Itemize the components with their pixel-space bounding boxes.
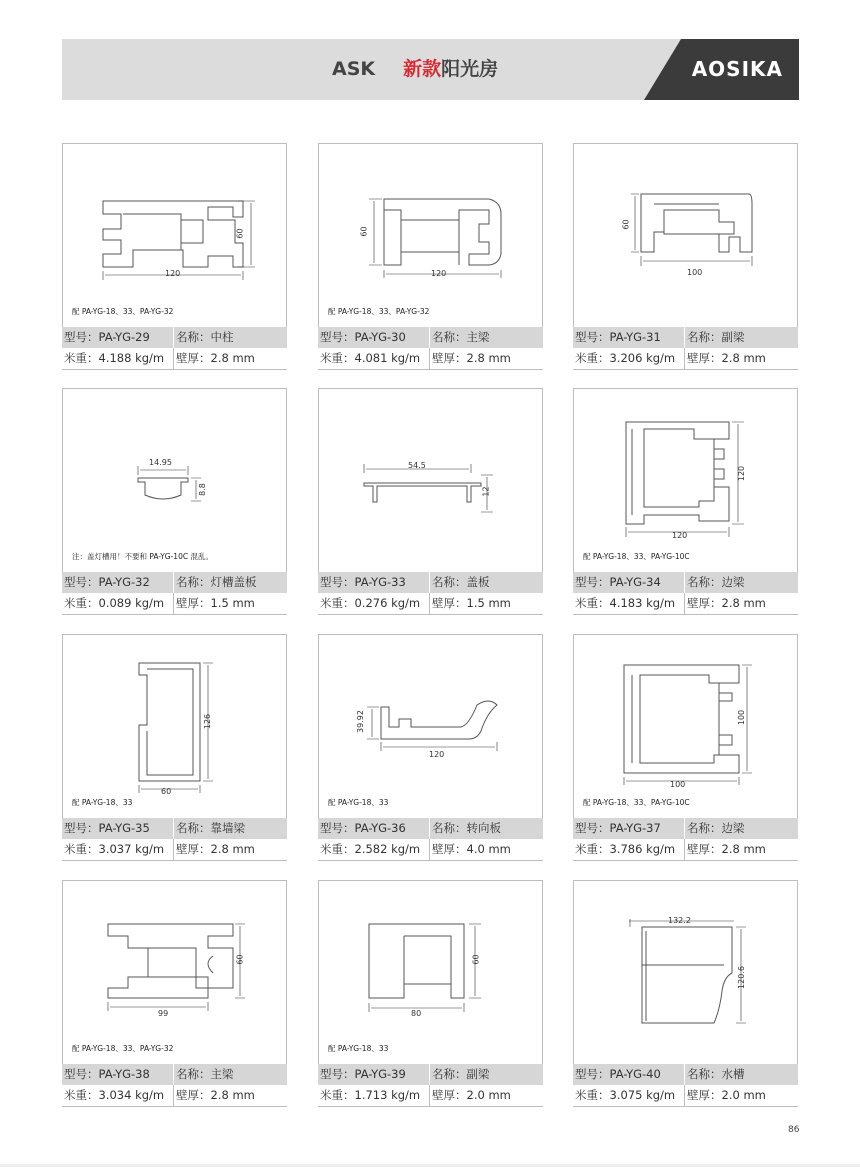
spec-row-secondary [62, 1085, 287, 1107]
dimension-width: 132.2 [668, 916, 691, 925]
spec-row-primary [573, 818, 798, 839]
spec-row-secondary [318, 593, 543, 615]
brand-series: ASK [332, 58, 376, 80]
name-label: 名称：主梁 [432, 330, 490, 344]
dimension-height: 12 [481, 486, 491, 497]
profile-drawing [319, 635, 542, 818]
product-card-pa-yg-29 [62, 143, 287, 369]
profile-drawing [63, 389, 286, 572]
dimension-width: 120 [429, 750, 445, 759]
dimension-width: 120 [672, 531, 688, 540]
thickness-label: 壁厚：2.8 mm [432, 351, 511, 365]
weight-label: 米重：3.206 kg/m [575, 351, 676, 365]
weight-label: 米重：3.034 kg/m [64, 1088, 165, 1102]
thickness-label: 壁厚：2.8 mm [176, 1088, 255, 1102]
profile-drawing [574, 635, 797, 818]
name-label: 名称：副梁 [687, 330, 745, 344]
weight-label: 米重：3.786 kg/m [575, 842, 676, 856]
page-header [62, 39, 799, 100]
spec-row-primary [573, 572, 798, 593]
product-card-pa-yg-30 [318, 143, 543, 369]
weight-label: 米重：0.089 kg/m [64, 596, 165, 610]
product-card-pa-yg-39 [318, 880, 543, 1106]
dimension-width: 120 [165, 269, 181, 278]
spec-row-secondary [62, 593, 287, 615]
name-label: 名称：盖板 [432, 575, 490, 589]
model-label: 型号：PA-YG-29 [64, 330, 150, 344]
dimension-width: 14.95 [149, 458, 172, 467]
name-label: 名称：中柱 [176, 330, 234, 344]
dimension-height: 120.6 [736, 966, 746, 989]
model-label: 型号：PA-YG-33 [320, 575, 406, 589]
model-label: 型号：PA-YG-37 [575, 821, 661, 835]
profile-drawing [63, 144, 286, 327]
dimension-height: 60 [359, 226, 369, 237]
model-label: 型号：PA-YG-32 [64, 575, 150, 589]
spec-row-secondary [62, 348, 287, 370]
spec-row-primary [62, 1064, 287, 1085]
spec-row-secondary [318, 839, 543, 861]
model-label: 型号：PA-YG-39 [320, 1067, 406, 1081]
model-label: 型号：PA-YG-30 [320, 330, 406, 344]
weight-label: 米重：4.188 kg/m [64, 351, 165, 365]
spec-row-primary [318, 327, 543, 348]
profile-drawing [574, 389, 797, 572]
thickness-label: 壁厚：2.0 mm [687, 1088, 766, 1102]
model-label: 型号：PA-YG-40 [575, 1067, 661, 1081]
product-card-pa-yg-37 [573, 634, 798, 860]
product-card-pa-yg-38 [62, 880, 287, 1106]
compatibility-note: 配 PA-YG-18、33 [328, 1044, 389, 1053]
dimension-height: 120 [737, 465, 747, 482]
dimension-width: 60 [161, 787, 172, 796]
profile-drawing [319, 881, 542, 1064]
compatibility-note: 配 PA-YG-18、33 [328, 798, 389, 807]
dimension-height: 126 [203, 713, 213, 730]
dimension-height: 60 [235, 228, 245, 239]
weight-label: 米重：0.276 kg/m [320, 596, 421, 610]
title-highlight: 新款 [403, 58, 442, 80]
thickness-label: 壁厚：2.8 mm [687, 596, 766, 610]
model-label: 型号：PA-YG-34 [575, 575, 661, 589]
page-title [332, 39, 498, 100]
profile-drawing [63, 635, 286, 818]
name-label: 名称：水槽 [687, 1067, 745, 1081]
product-card-pa-yg-36 [318, 634, 543, 860]
thickness-label: 壁厚：4.0 mm [432, 842, 511, 856]
dimension-width: 120 [431, 269, 447, 278]
weight-label: 米重：3.075 kg/m [575, 1088, 676, 1102]
profile-drawing [574, 881, 797, 1064]
name-label: 名称：边梁 [687, 575, 745, 589]
profile-drawing [63, 881, 286, 1064]
model-label: 型号：PA-YG-35 [64, 821, 150, 835]
title-rest: 阳光房 [441, 58, 499, 80]
product-card-pa-yg-35 [62, 634, 287, 860]
dimension-height: 39.92 [355, 710, 365, 733]
profile-drawing [319, 389, 542, 572]
compatibility-note: 注：盖灯槽用！不要和 PA-YG-10C 混乱。 [72, 552, 213, 561]
product-card-pa-yg-34 [573, 388, 798, 614]
spec-row-primary [62, 818, 287, 839]
compatibility-note: 配 PA-YG-18、33、PA-YG-10C [583, 798, 690, 807]
spec-row-secondary [573, 593, 798, 615]
model-label: 型号：PA-YG-31 [575, 330, 661, 344]
dimension-height: 60 [621, 219, 631, 230]
dimension-height: 60 [235, 954, 245, 965]
product-card-pa-yg-33 [318, 388, 543, 614]
spec-row-secondary [573, 839, 798, 861]
compatibility-note: 配 PA-YG-18、33、PA-YG-32 [328, 307, 430, 316]
name-label: 名称：转向板 [432, 821, 501, 835]
thickness-label: 壁厚：2.8 mm [687, 351, 766, 365]
spec-row-secondary [62, 839, 287, 861]
name-label: 名称：副梁 [432, 1067, 490, 1081]
spec-row-primary [318, 818, 543, 839]
thickness-label: 壁厚：2.8 mm [687, 842, 766, 856]
model-label: 型号：PA-YG-38 [64, 1067, 150, 1081]
dimension-width: 100 [687, 268, 703, 277]
spec-row-primary [62, 327, 287, 348]
thickness-label: 壁厚：1.5 mm [176, 596, 255, 610]
spec-row-primary [573, 327, 798, 348]
weight-label: 米重：4.081 kg/m [320, 351, 421, 365]
spec-row-secondary [573, 348, 798, 370]
brand-logo: AOSIKA [691, 57, 783, 81]
weight-label: 米重：2.582 kg/m [320, 842, 421, 856]
spec-row-secondary [573, 1085, 798, 1107]
weight-label: 米重：3.037 kg/m [64, 842, 165, 856]
dimension-width: 54.5 [408, 461, 426, 470]
dimension-height: 60 [471, 954, 481, 965]
dimension-width: 99 [158, 1009, 169, 1018]
thickness-label: 壁厚：2.8 mm [176, 842, 255, 856]
spec-row-secondary [318, 1085, 543, 1107]
product-card-pa-yg-40 [573, 880, 798, 1106]
name-label: 名称：灯槽盖板 [176, 575, 257, 589]
name-label: 名称：主梁 [176, 1067, 234, 1081]
profile-drawing [574, 144, 797, 327]
spec-row-primary [62, 572, 287, 593]
product-card-pa-yg-32 [62, 388, 287, 614]
compatibility-note: 配 PA-YG-18、33、PA-YG-32 [72, 307, 174, 316]
thickness-label: 壁厚：1.5 mm [432, 596, 511, 610]
dimension-height: 100 [737, 709, 747, 726]
weight-label: 米重：1.713 kg/m [320, 1088, 421, 1102]
spec-row-secondary [318, 348, 543, 370]
name-label: 名称：边梁 [687, 821, 745, 835]
dimension-width: 80 [411, 1009, 422, 1018]
weight-label: 米重：4.183 kg/m [575, 596, 676, 610]
model-label: 型号：PA-YG-36 [320, 821, 406, 835]
name-label: 名称：靠墙梁 [176, 821, 245, 835]
spec-row-primary [318, 572, 543, 593]
compatibility-note: 配 PA-YG-18、33 [72, 798, 133, 807]
thickness-label: 壁厚：2.0 mm [432, 1088, 511, 1102]
compatibility-note: 配 PA-YG-18、33、PA-YG-32 [72, 1044, 174, 1053]
thickness-label: 壁厚：2.8 mm [176, 351, 255, 365]
dimension-height: 8.8 [197, 483, 207, 496]
compatibility-note: 配 PA-YG-18、33、PA-YG-10C [583, 552, 690, 561]
profile-drawing [319, 144, 542, 327]
product-card-pa-yg-31 [573, 143, 798, 369]
spec-row-primary [573, 1064, 798, 1085]
spec-row-primary [318, 1064, 543, 1085]
page-number: 86 [788, 1125, 800, 1135]
dimension-width: 100 [670, 780, 686, 789]
